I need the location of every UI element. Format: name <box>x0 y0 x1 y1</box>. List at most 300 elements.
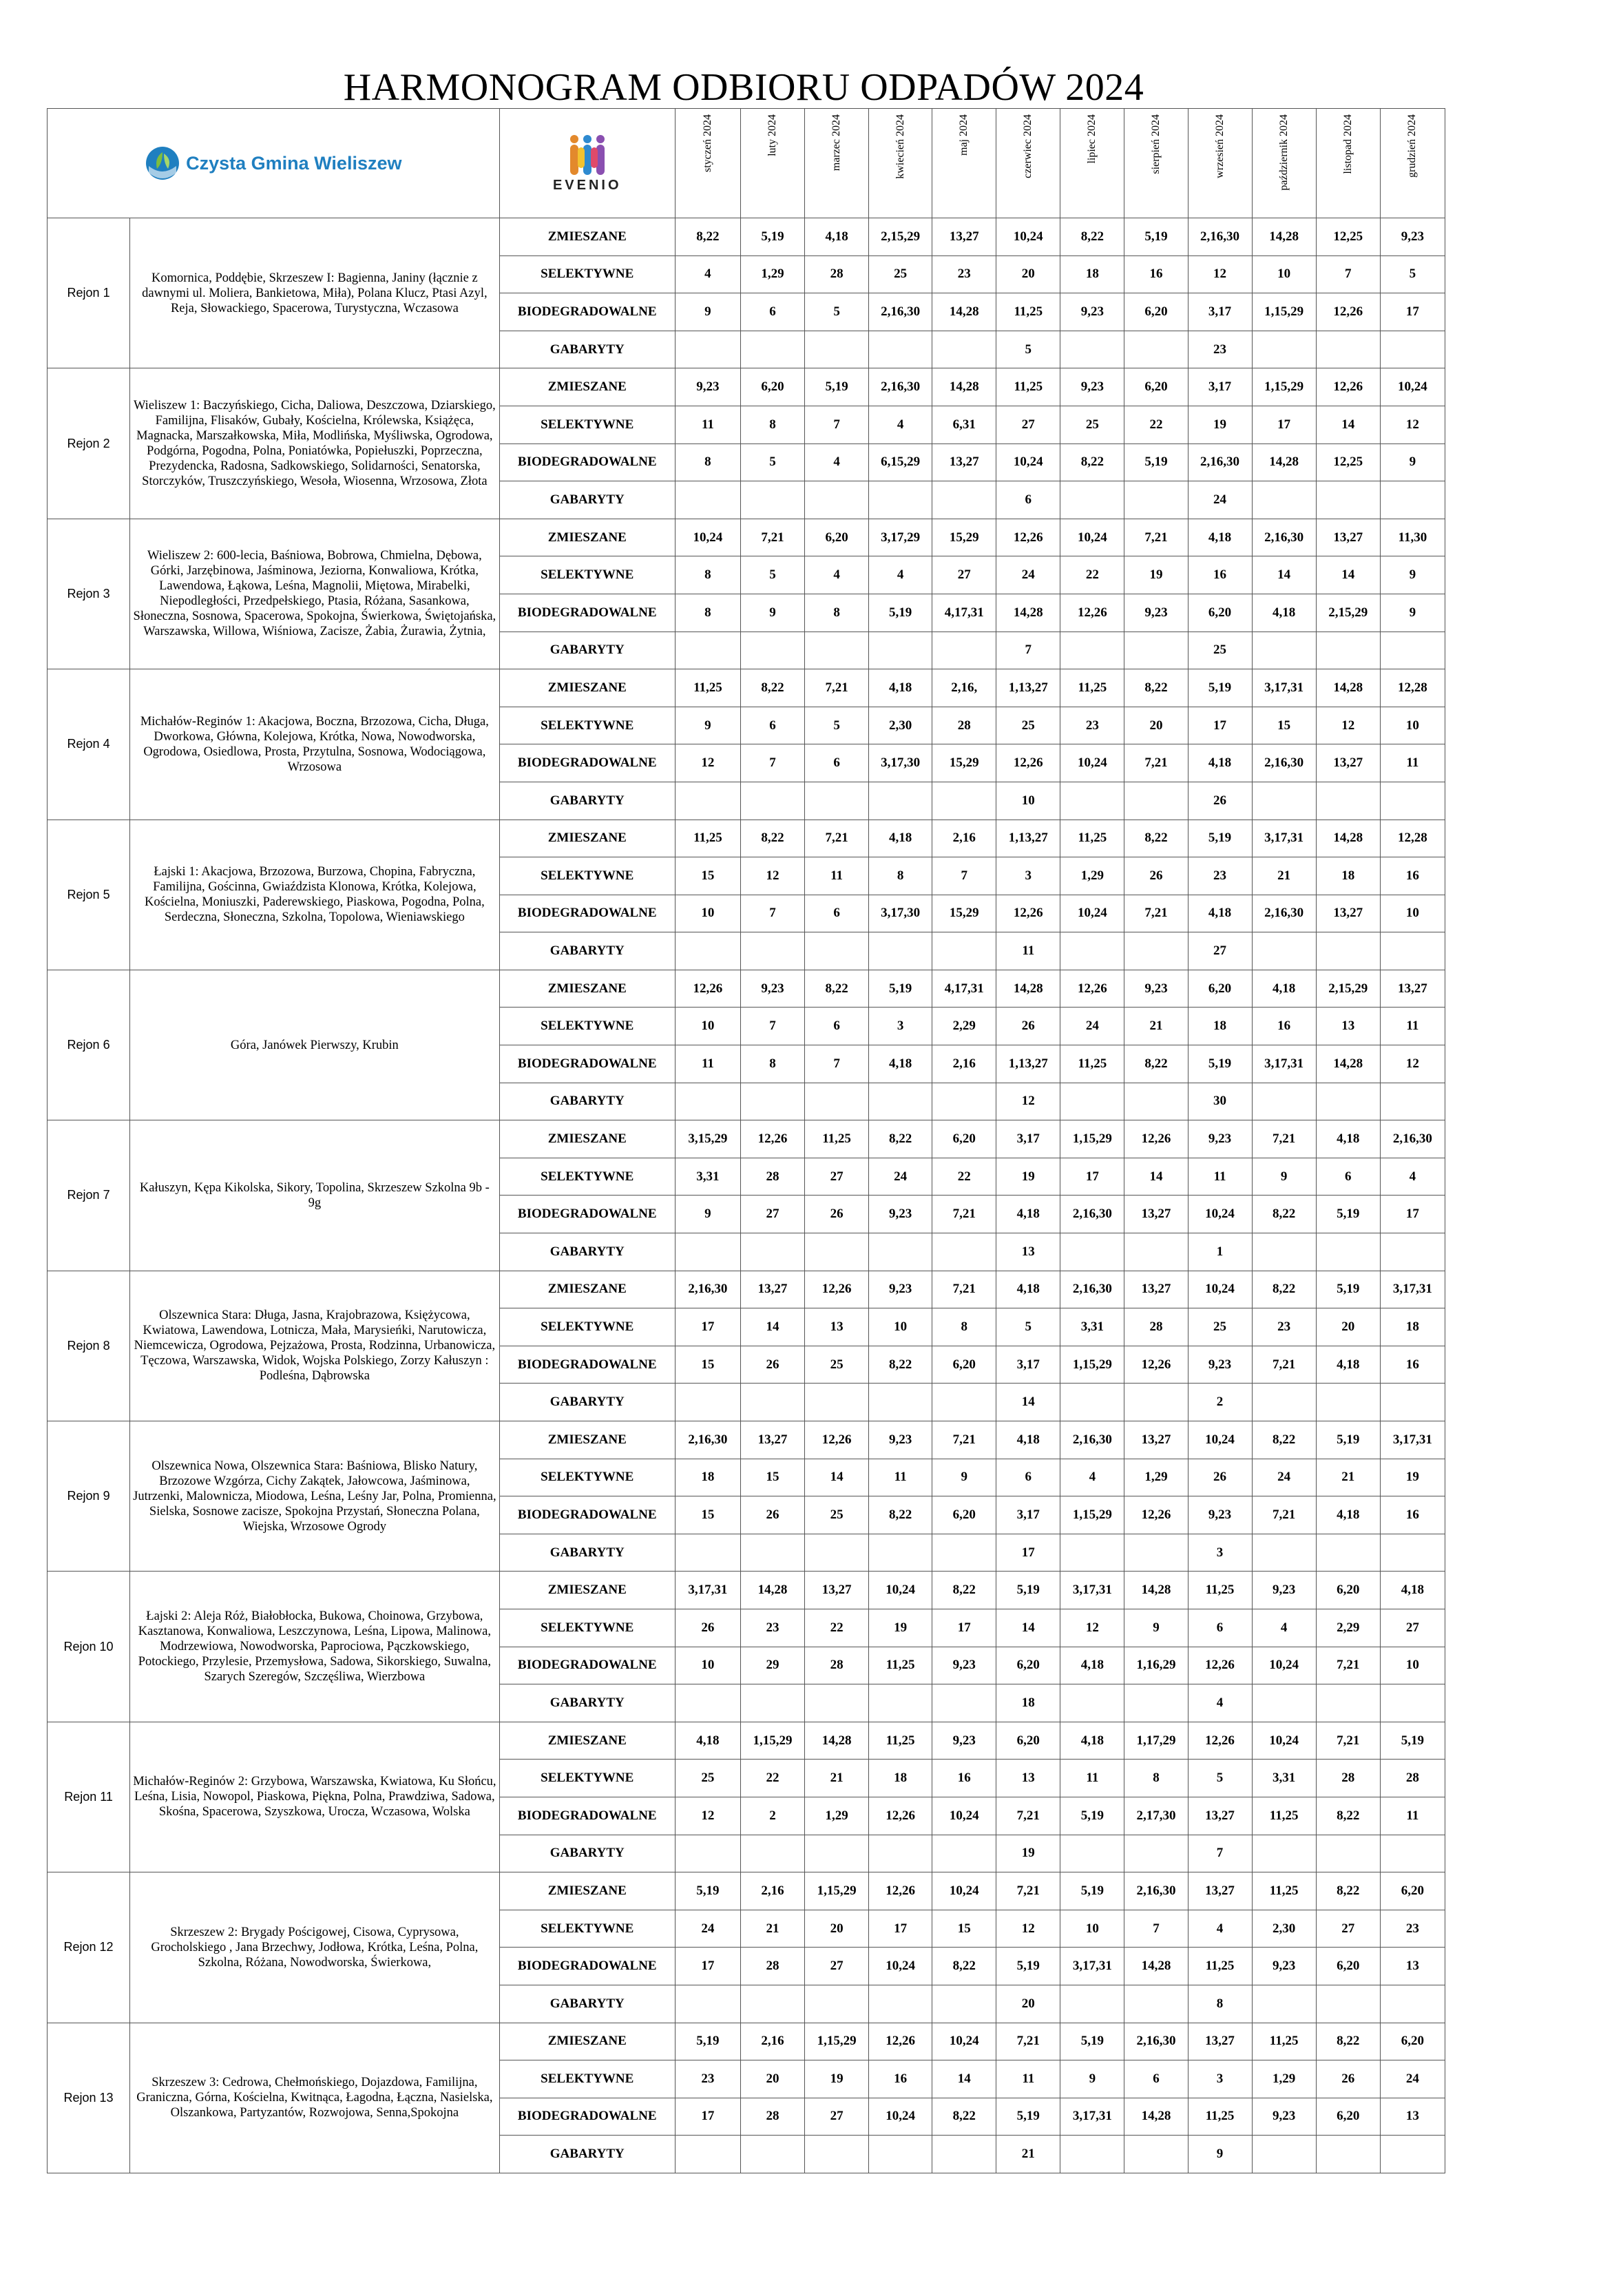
pickup-dates: 13,27 <box>740 1421 804 1459</box>
pickup-dates: 26 <box>740 1496 804 1534</box>
pickup-dates <box>1380 1233 1445 1271</box>
pickup-dates: 12 <box>996 1083 1060 1120</box>
pickup-dates: 2 <box>1188 1384 1252 1421</box>
pickup-dates <box>1124 331 1188 368</box>
month-header <box>1188 109 1252 218</box>
waste-type: BIODEGRADOWALNE <box>499 293 675 331</box>
pickup-dates: 14 <box>932 2060 996 2098</box>
pickup-dates: 10,24 <box>869 1572 932 1609</box>
pickup-dates: 17 <box>675 1308 740 1346</box>
waste-type: ZMIESZANE <box>499 1421 675 1459</box>
pickup-dates: 5,19 <box>1316 1271 1380 1308</box>
pickup-dates: 20 <box>996 1985 1060 2023</box>
pickup-dates: 12 <box>675 744 740 782</box>
region-streets: Michałów-Reginów 1: Akacjowa, Boczna, Brzozowa, Cicha, Długa, Dworkowa, Główna, Kolejowa, Krótka, Nowa, Nowodworska, Ogrodowa, Osiedlowa, Prosta, Przytulna, Sosnowa, Wodociągowa, Wrzosowa <box>130 669 500 820</box>
pickup-dates: 2,16 <box>740 1872 804 1910</box>
pickup-dates: 13 <box>996 1760 1060 1797</box>
pickup-dates: 13,27 <box>932 218 996 256</box>
leaf-globe-icon <box>145 145 180 181</box>
pickup-dates: 4,18 <box>1380 1572 1445 1609</box>
pickup-dates <box>675 2136 740 2173</box>
pickup-dates: 6,20 <box>932 1496 996 1534</box>
pickup-dates: 9,23 <box>1188 1496 1252 1534</box>
header-row <box>48 109 1445 218</box>
pickup-dates: 13,27 <box>1124 1196 1188 1233</box>
pickup-dates <box>1252 632 1316 669</box>
table-row <box>48 1120 1445 1158</box>
pickup-dates: 7,21 <box>932 1196 996 1233</box>
pickup-dates <box>805 1684 869 1722</box>
pickup-dates: 1,16,29 <box>1124 1647 1188 1684</box>
waste-type: BIODEGRADOWALNE <box>499 895 675 932</box>
pickup-dates: 8,22 <box>675 218 740 256</box>
pickup-dates: 24 <box>1060 1008 1124 1045</box>
pickup-dates: 13 <box>1380 1948 1445 1985</box>
evenio-logo-cell <box>499 109 675 218</box>
people-figures-icon <box>563 134 611 176</box>
pickup-dates <box>1316 1985 1380 2023</box>
pickup-dates: 18 <box>675 1459 740 1496</box>
pickup-dates: 25 <box>675 1760 740 1797</box>
pickup-dates: 6,20 <box>1380 1872 1445 1910</box>
pickup-dates: 19 <box>805 2060 869 2098</box>
pickup-dates: 3,17 <box>996 1120 1060 1158</box>
month-header <box>805 109 869 218</box>
waste-type: SELEKTYWNE <box>499 2060 675 2098</box>
pickup-dates: 8,22 <box>1124 1045 1188 1083</box>
pickup-dates <box>932 1233 996 1271</box>
region-streets: Łajski 2: Aleja Róż, Białobłocka, Bukowa, Choinowa, Grzybowa, Kasztanowa, Konwaliowa, Leszczynowa, Leśna, Lipowa, Malinowa, Modrzewiowa, Nowodworska, Paprociowa, Pączkowskiego, Potockiego, Przylesie, Przemysłowa, Sadowa, Sikorskiego, Suwalna, Szarych Szeregów, Szczęśliwa, Wierzbowa <box>130 1572 500 1722</box>
pickup-dates <box>1060 632 1124 669</box>
pickup-dates: 4,18 <box>1188 519 1252 556</box>
pickup-dates: 1,15,29 <box>1252 368 1316 406</box>
pickup-dates <box>675 932 740 970</box>
pickup-dates <box>869 1384 932 1421</box>
pickup-dates: 7,21 <box>932 1271 996 1308</box>
region-streets: Olszewnica Nowa, Olszewnica Stara: Baśniowa, Blisko Natury, Brzozowe Wzgórza, Cichy Zakątek, Jałowcowa, Jaśminowa, Jutrzenki, Malownicza, Miodowa, Leśna, Leśny Jar, Polna, Promienna, Sielska, Sosnowe zacisze, Spokojna Przystań, Słoneczna Polana, Wiejska, Wrzosowe Ogrody <box>130 1421 500 1572</box>
pickup-dates: 9 <box>1188 2136 1252 2173</box>
pickup-dates: 7 <box>805 1045 869 1083</box>
pickup-dates: 8,22 <box>1252 1271 1316 1308</box>
pickup-dates: 1,13,27 <box>996 820 1060 857</box>
pickup-dates <box>1060 1384 1124 1421</box>
pickup-dates <box>1380 932 1445 970</box>
pickup-dates: 12,26 <box>805 1421 869 1459</box>
pickup-dates: 21 <box>996 2136 1060 2173</box>
pickup-dates: 6 <box>740 707 804 744</box>
pickup-dates: 10 <box>1380 895 1445 932</box>
pickup-dates <box>869 1985 932 2023</box>
pickup-dates: 4 <box>1060 1459 1124 1496</box>
table-row <box>48 820 1445 857</box>
pickup-dates: 16 <box>1124 255 1188 293</box>
pickup-dates: 10,24 <box>675 519 740 556</box>
pickup-dates: 4,18 <box>869 820 932 857</box>
pickup-dates <box>1252 1985 1316 2023</box>
region-streets: Olszewnica Stara: Długa, Jasna, Krajobrazowa, Księżycowa, Kwiatowa, Lawendowa, Lotnicza, Mała, Marysieńki, Narutowicza, Niemcewicza, Ogrodowa, Pejzażowa, Prosta, Rodzinna, Urbanowicza, Tęczowa, Warszawska, Widok, Wojska Polskiego, Zorzy Kałuszyn : Podleśna, Dąbrowska <box>130 1271 500 1421</box>
pickup-dates: 12,26 <box>869 1797 932 1835</box>
pickup-dates <box>869 481 932 519</box>
pickup-dates: 12 <box>1380 406 1445 443</box>
pickup-dates: 12,26 <box>1060 970 1124 1008</box>
month-label: czerwiec 2024 <box>1022 114 1034 178</box>
pickup-dates <box>1316 481 1380 519</box>
pickup-dates: 2,16,30 <box>675 1271 740 1308</box>
pickup-dates <box>1380 1534 1445 1572</box>
pickup-dates: 5,19 <box>675 2023 740 2060</box>
pickup-dates: 1,29 <box>1124 1459 1188 1496</box>
pickup-dates: 17 <box>1380 293 1445 331</box>
pickup-dates: 10,24 <box>1252 1647 1316 1684</box>
pickup-dates <box>1380 1684 1445 1722</box>
pickup-dates: 6,20 <box>996 1647 1060 1684</box>
pickup-dates <box>1124 2136 1188 2173</box>
pickup-dates <box>740 1684 804 1722</box>
pickup-dates: 2,16,30 <box>869 293 932 331</box>
pickup-dates: 19 <box>996 1158 1060 1196</box>
pickup-dates: 9 <box>675 1196 740 1233</box>
pickup-dates: 1,29 <box>1060 857 1124 895</box>
waste-type: SELEKTYWNE <box>499 857 675 895</box>
waste-type: ZMIESZANE <box>499 1872 675 1910</box>
month-header <box>1124 109 1188 218</box>
pickup-dates: 12 <box>675 1797 740 1835</box>
pickup-dates: 1,15,29 <box>1252 293 1316 331</box>
pickup-dates: 12,26 <box>1316 293 1380 331</box>
pickup-dates <box>805 1384 869 1421</box>
pickup-dates: 13 <box>805 1308 869 1346</box>
waste-type: GABARYTY <box>499 2136 675 2173</box>
pickup-dates: 12 <box>1380 1045 1445 1083</box>
pickup-dates: 6 <box>996 481 1060 519</box>
pickup-dates: 12,26 <box>996 519 1060 556</box>
pickup-dates: 23 <box>675 2060 740 2098</box>
waste-type: BIODEGRADOWALNE <box>499 1948 675 1985</box>
pickup-dates: 17 <box>1060 1158 1124 1196</box>
pickup-dates: 18 <box>996 1684 1060 1722</box>
pickup-dates: 8 <box>1188 1985 1252 2023</box>
pickup-dates: 6 <box>805 744 869 782</box>
pickup-dates <box>1380 1985 1445 2023</box>
pickup-dates: 26 <box>1124 857 1188 895</box>
pickup-dates: 6,31 <box>932 406 996 443</box>
pickup-dates: 4,18 <box>1188 895 1252 932</box>
pickup-dates: 16 <box>1380 1346 1445 1384</box>
pickup-dates <box>1060 2136 1124 2173</box>
pickup-dates <box>1060 1534 1124 1572</box>
pickup-dates: 12,26 <box>1188 1647 1252 1684</box>
pickup-dates: 9,23 <box>932 1647 996 1684</box>
pickup-dates: 6,20 <box>805 519 869 556</box>
waste-type: SELEKTYWNE <box>499 1158 675 1196</box>
pickup-dates: 2,16,30 <box>1380 1120 1445 1158</box>
pickup-dates: 28 <box>1380 1760 1445 1797</box>
pickup-dates: 27 <box>1380 1609 1445 1647</box>
waste-type: BIODEGRADOWALNE <box>499 443 675 481</box>
pickup-dates: 10,24 <box>1060 519 1124 556</box>
waste-type: ZMIESZANE <box>499 368 675 406</box>
pickup-dates: 13,27 <box>1316 895 1380 932</box>
pickup-dates: 5,19 <box>675 1872 740 1910</box>
pickup-dates: 16 <box>1252 1008 1316 1045</box>
waste-type: ZMIESZANE <box>499 1722 675 1760</box>
pickup-dates: 5,19 <box>1060 2023 1124 2060</box>
pickup-dates: 5,19 <box>1188 820 1252 857</box>
pickup-dates <box>1316 1835 1380 1872</box>
pickup-dates: 8,22 <box>869 1120 932 1158</box>
pickup-dates <box>932 2136 996 2173</box>
pickup-dates: 23 <box>1252 1308 1316 1346</box>
pickup-dates: 21 <box>1124 1008 1188 1045</box>
waste-type: BIODEGRADOWALNE <box>499 1196 675 1233</box>
pickup-dates: 8,22 <box>1124 820 1188 857</box>
pickup-dates: 12 <box>1188 255 1252 293</box>
waste-type: GABARYTY <box>499 632 675 669</box>
region-name: Rejon 5 <box>48 820 130 970</box>
pickup-dates: 24 <box>869 1158 932 1196</box>
pickup-dates: 14 <box>740 1308 804 1346</box>
pickup-dates: 3 <box>1188 1534 1252 1572</box>
waste-type: GABARYTY <box>499 1083 675 1120</box>
pickup-dates: 8 <box>1124 1760 1188 1797</box>
pickup-dates <box>1316 1384 1380 1421</box>
pickup-dates: 21 <box>1316 1459 1380 1496</box>
table-row <box>48 1572 1445 1609</box>
pickup-dates: 11,25 <box>1252 1872 1316 1910</box>
waste-type: SELEKTYWNE <box>499 556 675 594</box>
month-label: wrzesień 2024 <box>1213 114 1226 178</box>
pickup-dates <box>675 331 740 368</box>
pickup-dates: 28 <box>805 255 869 293</box>
month-label: listopad 2024 <box>1341 114 1354 174</box>
pickup-dates: 2,16,30 <box>869 368 932 406</box>
table-row <box>48 1271 1445 1308</box>
pickup-dates: 7,21 <box>996 1797 1060 1835</box>
pickup-dates <box>740 1233 804 1271</box>
pickup-dates: 12 <box>1060 1609 1124 1647</box>
pickup-dates: 11,30 <box>1380 519 1445 556</box>
waste-type: SELEKTYWNE <box>499 1459 675 1496</box>
pickup-dates: 2,16,30 <box>1124 2023 1188 2060</box>
pickup-dates <box>1124 1384 1188 1421</box>
pickup-dates <box>1060 1684 1124 1722</box>
pickup-dates: 27 <box>996 406 1060 443</box>
waste-type: SELEKTYWNE <box>499 1910 675 1948</box>
pickup-dates: 10,24 <box>1252 1722 1316 1760</box>
pickup-dates: 6,20 <box>1124 293 1188 331</box>
pickup-dates <box>869 782 932 820</box>
pickup-dates: 24 <box>1252 1459 1316 1496</box>
pickup-dates: 10 <box>1380 707 1445 744</box>
pickup-dates: 13 <box>1380 2098 1445 2136</box>
pickup-dates: 23 <box>740 1609 804 1647</box>
pickup-dates <box>1252 1835 1316 1872</box>
pickup-dates: 6,20 <box>740 368 804 406</box>
pickup-dates: 28 <box>1124 1308 1188 1346</box>
pickup-dates: 3 <box>1188 2060 1252 2098</box>
pickup-dates: 12,26 <box>1124 1496 1188 1534</box>
region-name: Rejon 2 <box>48 368 130 519</box>
pickup-dates: 9,23 <box>1252 1948 1316 1985</box>
pickup-dates: 4,18 <box>996 1271 1060 1308</box>
gmina-logo <box>48 145 499 181</box>
pickup-dates: 10,24 <box>932 2023 996 2060</box>
page-title: HARMONOGRAM ODBIORU ODPADÓW 2024 <box>343 66 1144 109</box>
month-label: luty 2024 <box>766 114 778 156</box>
pickup-dates: 9,23 <box>1188 1120 1252 1158</box>
pickup-dates: 5 <box>740 443 804 481</box>
pickup-dates <box>1380 1835 1445 1872</box>
month-header <box>932 109 996 218</box>
pickup-dates: 5,19 <box>1124 218 1188 256</box>
pickup-dates: 13,27 <box>1188 1872 1252 1910</box>
region-streets: Michałów-Reginów 2: Grzybowa, Warszawska, Kwiatowa, Ku Słońcu, Leśna, Lisia, Nowopol, Piaskowa, Piękna, Polna, Prawdziwa, Sadowa, Skośna, Spacerowa, Szyszkowa, Urocza, Wczasowa, Wolska <box>130 1722 500 1872</box>
pickup-dates: 12,26 <box>1124 1346 1188 1384</box>
pickup-dates: 8,22 <box>1316 1872 1380 1910</box>
pickup-dates: 12 <box>740 857 804 895</box>
pickup-dates <box>1124 1835 1188 1872</box>
pickup-dates <box>1316 331 1380 368</box>
pickup-dates: 9 <box>1380 556 1445 594</box>
pickup-dates: 30 <box>1188 1083 1252 1120</box>
pickup-dates: 10,24 <box>1188 1196 1252 1233</box>
table-row <box>48 669 1445 707</box>
pickup-dates: 5,19 <box>1316 1421 1380 1459</box>
pickup-dates: 8 <box>932 1308 996 1346</box>
pickup-dates: 27 <box>805 1158 869 1196</box>
pickup-dates: 13,27 <box>932 443 996 481</box>
pickup-dates: 27 <box>805 1948 869 1985</box>
pickup-dates: 9,23 <box>1124 594 1188 632</box>
pickup-dates: 2,16,30 <box>1252 895 1316 932</box>
month-header <box>1060 109 1124 218</box>
waste-type: ZMIESZANE <box>499 1271 675 1308</box>
pickup-dates: 5 <box>1188 1760 1252 1797</box>
pickup-dates: 11 <box>675 1045 740 1083</box>
pickup-dates: 2,30 <box>1252 1910 1316 1948</box>
pickup-dates <box>1060 1233 1124 1271</box>
pickup-dates <box>1060 481 1124 519</box>
pickup-dates: 16 <box>1380 1496 1445 1534</box>
pickup-dates: 10,24 <box>869 2098 932 2136</box>
pickup-dates: 6 <box>1124 2060 1188 2098</box>
pickup-dates: 13 <box>996 1233 1060 1271</box>
month-label: październik 2024 <box>1277 114 1290 191</box>
pickup-dates: 7 <box>932 857 996 895</box>
pickup-dates: 1,15,29 <box>805 2023 869 2060</box>
pickup-dates: 5,19 <box>996 1572 1060 1609</box>
pickup-dates: 22 <box>740 1760 804 1797</box>
pickup-dates: 11 <box>1188 1158 1252 1196</box>
pickup-dates: 6,20 <box>1316 2098 1380 2136</box>
pickup-dates: 12,28 <box>1380 669 1445 707</box>
region-name: Rejon 9 <box>48 1421 130 1572</box>
pickup-dates: 3,17,31 <box>1252 669 1316 707</box>
pickup-dates: 7 <box>740 744 804 782</box>
pickup-dates <box>675 1384 740 1421</box>
pickup-dates: 15,29 <box>932 519 996 556</box>
pickup-dates: 7,21 <box>1124 519 1188 556</box>
pickup-dates: 1,29 <box>740 255 804 293</box>
pickup-dates: 8,22 <box>1060 443 1124 481</box>
pickup-dates: 9 <box>675 707 740 744</box>
pickup-dates: 14 <box>1316 406 1380 443</box>
pickup-dates: 10,24 <box>1060 895 1124 932</box>
pickup-dates <box>1060 932 1124 970</box>
pickup-dates: 2,29 <box>932 1008 996 1045</box>
pickup-dates: 8,22 <box>932 1572 996 1609</box>
gmina-logo-text: Czysta Gmina Wieliszew <box>186 152 402 174</box>
pickup-dates: 14,28 <box>1252 443 1316 481</box>
pickup-dates <box>869 1684 932 1722</box>
pickup-dates: 9 <box>1060 2060 1124 2098</box>
pickup-dates <box>1380 1384 1445 1421</box>
pickup-dates: 2,16,30 <box>1124 1872 1188 1910</box>
pickup-dates: 1,15,29 <box>740 1722 804 1760</box>
waste-type: GABARYTY <box>499 1384 675 1421</box>
pickup-dates: 20 <box>805 1910 869 1948</box>
gmina-logo-cell <box>48 109 500 218</box>
pickup-dates <box>1316 1684 1380 1722</box>
pickup-dates: 3,17,31 <box>1380 1271 1445 1308</box>
waste-type: BIODEGRADOWALNE <box>499 744 675 782</box>
pickup-dates: 4,18 <box>869 1045 932 1083</box>
pickup-dates <box>805 932 869 970</box>
pickup-dates: 9,23 <box>1060 293 1124 331</box>
pickup-dates: 15,29 <box>932 744 996 782</box>
pickup-dates <box>740 1083 804 1120</box>
pickup-dates <box>869 2136 932 2173</box>
pickup-dates: 2,16 <box>932 820 996 857</box>
pickup-dates: 11,25 <box>1252 2023 1316 2060</box>
pickup-dates: 12 <box>996 1910 1060 1948</box>
pickup-dates: 9 <box>1124 1609 1188 1647</box>
pickup-dates: 2,16 <box>740 2023 804 2060</box>
pickup-dates: 4 <box>805 556 869 594</box>
pickup-dates: 21 <box>1252 857 1316 895</box>
pickup-dates: 3 <box>996 857 1060 895</box>
pickup-dates: 20 <box>1316 1308 1380 1346</box>
pickup-dates: 9,23 <box>1124 970 1188 1008</box>
pickup-dates: 14,28 <box>1252 218 1316 256</box>
pickup-dates: 3,31 <box>1060 1308 1124 1346</box>
pickup-dates <box>740 782 804 820</box>
pickup-dates <box>1252 331 1316 368</box>
pickup-dates: 11,25 <box>1252 1797 1316 1835</box>
pickup-dates: 2 <box>740 1797 804 1835</box>
pickup-dates: 9,23 <box>869 1271 932 1308</box>
pickup-dates <box>1252 1233 1316 1271</box>
pickup-dates <box>675 1835 740 1872</box>
pickup-dates <box>1380 632 1445 669</box>
waste-type: GABARYTY <box>499 782 675 820</box>
pickup-dates: 10,24 <box>996 218 1060 256</box>
region-name: Rejon 1 <box>48 218 130 368</box>
pickup-dates: 14,28 <box>996 970 1060 1008</box>
pickup-dates <box>675 1684 740 1722</box>
pickup-dates: 13,27 <box>1124 1271 1188 1308</box>
evenio-logo-text: EVENIO <box>552 177 622 193</box>
pickup-dates: 1 <box>1188 1233 1252 1271</box>
pickup-dates: 2,16,30 <box>1188 218 1252 256</box>
pickup-dates: 14,28 <box>1316 669 1380 707</box>
pickup-dates <box>1316 932 1380 970</box>
pickup-dates: 13,27 <box>1380 970 1445 1008</box>
pickup-dates: 6,20 <box>1316 1572 1380 1609</box>
pickup-dates: 19 <box>1188 406 1252 443</box>
pickup-dates: 28 <box>740 1948 804 1985</box>
pickup-dates <box>740 481 804 519</box>
